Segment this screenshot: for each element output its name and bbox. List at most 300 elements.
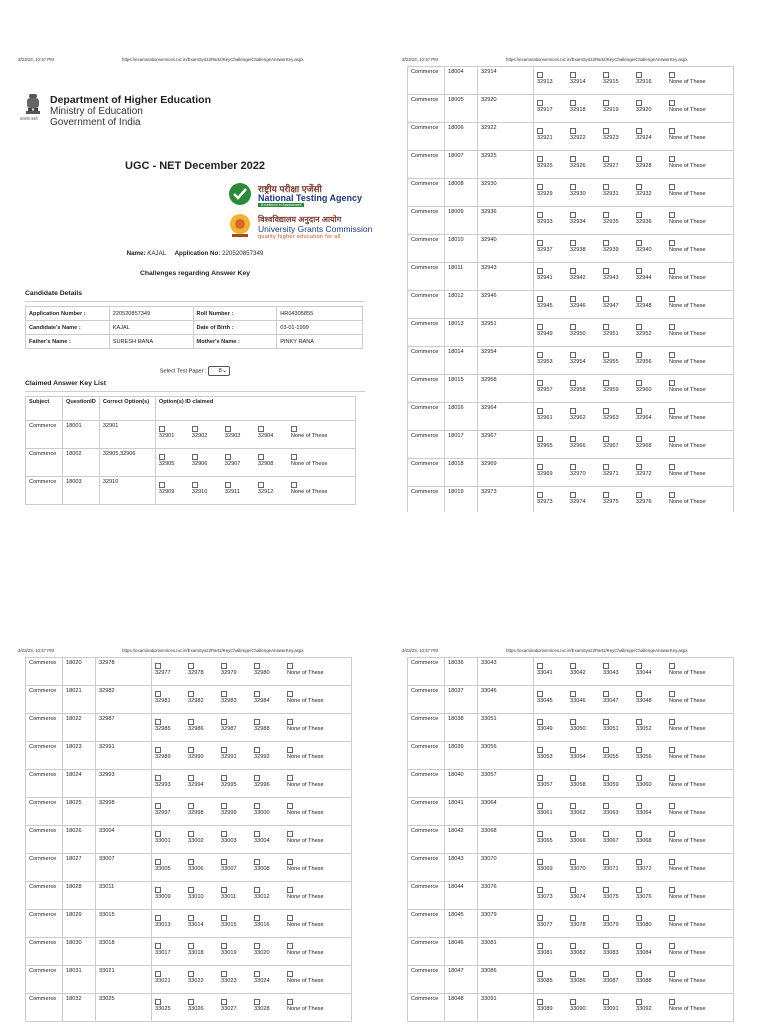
option-checkbox[interactable] [636, 352, 642, 358]
option-checkbox[interactable] [221, 971, 227, 977]
option-checkbox[interactable] [159, 426, 165, 432]
none-of-these-checkbox[interactable] [287, 663, 293, 669]
option-choice [636, 996, 669, 1012]
option-checkbox[interactable] [570, 971, 576, 977]
option-checkbox[interactable] [636, 380, 642, 386]
option-checkbox[interactable] [570, 943, 576, 949]
option-choice [570, 660, 603, 676]
option-checkbox[interactable] [603, 971, 609, 977]
option-checkbox[interactable] [603, 184, 609, 190]
option-checkbox[interactable] [636, 212, 642, 218]
option-checkbox[interactable] [636, 436, 642, 442]
none-of-these-checkbox[interactable] [669, 296, 675, 302]
option-checkbox[interactable] [636, 72, 642, 78]
option-checkbox[interactable] [603, 72, 609, 78]
option-checkbox[interactable] [258, 454, 264, 460]
option-checkbox[interactable] [636, 268, 642, 274]
option-checkbox[interactable] [636, 408, 642, 414]
option-checkbox[interactable] [537, 464, 543, 470]
option-checkbox[interactable] [221, 831, 227, 837]
option-checkbox[interactable] [225, 482, 231, 488]
option-checkbox[interactable] [603, 887, 609, 893]
option-checkbox[interactable] [188, 747, 194, 753]
option-id-label: 32985 [155, 726, 171, 732]
option-checkbox[interactable] [570, 691, 576, 697]
option-checkbox[interactable] [188, 663, 194, 669]
option-checkbox[interactable] [570, 352, 576, 358]
option-checkbox[interactable] [603, 999, 609, 1005]
table-row [408, 487, 734, 515]
option-checkbox[interactable] [537, 72, 543, 78]
option-checkbox[interactable] [537, 268, 543, 274]
option-checkbox[interactable] [254, 859, 260, 865]
option-checkbox[interactable] [570, 100, 576, 106]
option-checkbox[interactable] [221, 943, 227, 949]
none-of-these-checkbox[interactable] [669, 352, 675, 358]
option-checkbox[interactable] [537, 240, 543, 246]
none-of-these-checkbox[interactable] [669, 464, 675, 470]
option-checkbox[interactable] [221, 719, 227, 725]
option-checkbox[interactable] [159, 454, 165, 460]
subject-cell: Commerce [408, 319, 445, 347]
option-checkbox[interactable] [570, 831, 576, 837]
table-row [408, 910, 734, 938]
option-checkbox[interactable] [225, 426, 231, 432]
option-checkbox[interactable] [603, 803, 609, 809]
option-checkbox[interactable] [258, 426, 264, 432]
option-checkbox[interactable] [254, 915, 260, 921]
none-of-these-checkbox[interactable] [669, 380, 675, 386]
option-checkbox[interactable] [192, 454, 198, 460]
subject-cell: Commerce [408, 123, 445, 151]
option-checkbox[interactable] [188, 803, 194, 809]
option-checkbox[interactable] [159, 482, 165, 488]
none-of-these-checkbox[interactable] [287, 831, 293, 837]
option-choice [221, 856, 254, 872]
option-checkbox[interactable] [188, 719, 194, 725]
option-checkbox[interactable] [537, 887, 543, 893]
option-choice-none [669, 265, 729, 281]
options-claimed-cell [534, 854, 734, 882]
option-checkbox[interactable] [537, 296, 543, 302]
none-of-these-label: None of These [669, 810, 706, 816]
none-of-these-checkbox[interactable] [291, 482, 297, 488]
none-of-these-checkbox[interactable] [669, 184, 675, 190]
option-id-label: 32948 [636, 303, 652, 309]
option-checkbox[interactable] [603, 352, 609, 358]
option-checkbox[interactable] [603, 915, 609, 921]
option-checkbox[interactable] [636, 663, 642, 669]
none-of-these-checkbox[interactable] [291, 454, 297, 460]
option-checkbox[interactable] [155, 803, 161, 809]
none-of-these-checkbox[interactable] [669, 943, 675, 949]
option-checkbox[interactable] [537, 775, 543, 781]
option-checkbox[interactable] [570, 240, 576, 246]
option-checkbox[interactable] [155, 859, 161, 865]
option-checkbox[interactable] [570, 492, 576, 498]
option-choice [636, 772, 669, 788]
option-checkbox[interactable] [570, 128, 576, 134]
field-value: 220520857349 [109, 307, 193, 321]
option-checkbox[interactable] [188, 971, 194, 977]
option-checkbox[interactable] [636, 747, 642, 753]
option-id-label: 32967 [603, 443, 619, 449]
option-checkbox[interactable] [636, 775, 642, 781]
option-checkbox[interactable] [603, 859, 609, 865]
none-of-these-checkbox[interactable] [669, 492, 675, 498]
table-row [26, 742, 352, 770]
option-checkbox[interactable] [603, 240, 609, 246]
option-checkbox[interactable] [636, 999, 642, 1005]
option-checkbox[interactable] [254, 999, 260, 1005]
none-of-these-checkbox[interactable] [669, 691, 675, 697]
option-checkbox[interactable] [636, 184, 642, 190]
option-checkbox[interactable] [537, 492, 543, 498]
none-of-these-checkbox[interactable] [669, 803, 675, 809]
table-row [408, 403, 734, 431]
table-row [26, 477, 356, 505]
option-checkbox[interactable] [155, 691, 161, 697]
option-checkbox[interactable] [570, 296, 576, 302]
none-of-these-checkbox[interactable] [669, 268, 675, 274]
option-id-label: 33006 [188, 866, 204, 872]
option-checkbox[interactable] [570, 212, 576, 218]
option-checkbox[interactable] [537, 747, 543, 753]
option-checkbox[interactable] [570, 663, 576, 669]
option-checkbox[interactable] [225, 454, 231, 460]
option-checkbox[interactable] [155, 719, 161, 725]
option-checkbox[interactable] [603, 747, 609, 753]
option-checkbox[interactable] [254, 663, 260, 669]
option-checkbox[interactable] [254, 831, 260, 837]
print-page-2 [390, 0, 768, 512]
option-checkbox[interactable] [570, 380, 576, 386]
option-checkbox[interactable] [636, 691, 642, 697]
option-checkbox[interactable] [636, 324, 642, 330]
option-checkbox[interactable] [603, 691, 609, 697]
option-checkbox[interactable] [221, 747, 227, 753]
option-checkbox[interactable] [603, 719, 609, 725]
option-checkbox[interactable] [570, 887, 576, 893]
option-checkbox[interactable] [221, 915, 227, 921]
option-checkbox[interactable] [155, 663, 161, 669]
option-checkbox[interactable] [636, 803, 642, 809]
field-value: PINKY RANA [277, 335, 363, 349]
option-checkbox[interactable] [603, 831, 609, 837]
correct-option-cell: 32930 [478, 179, 534, 207]
option-checkbox[interactable] [155, 831, 161, 837]
none-of-these-label: None of These [287, 838, 324, 844]
option-checkbox[interactable] [192, 482, 198, 488]
none-of-these-checkbox[interactable] [669, 859, 675, 865]
option-checkbox[interactable] [155, 943, 161, 949]
option-checkbox[interactable] [636, 464, 642, 470]
option-id-label: 33003 [221, 838, 237, 844]
option-checkbox[interactable] [221, 691, 227, 697]
none-of-these-checkbox[interactable] [669, 324, 675, 330]
option-checkbox[interactable] [570, 803, 576, 809]
option-checkbox[interactable] [537, 212, 543, 218]
correct-option-cell: 32951 [478, 319, 534, 347]
option-checkbox[interactable] [537, 380, 543, 386]
option-checkbox[interactable] [636, 100, 642, 106]
none-of-these-checkbox[interactable] [287, 999, 293, 1005]
option-checkbox[interactable] [537, 719, 543, 725]
option-checkbox[interactable] [570, 408, 576, 414]
options-claimed-cell [534, 67, 734, 95]
option-choice [537, 237, 570, 253]
none-of-these-checkbox[interactable] [669, 663, 675, 669]
none-of-these-checkbox[interactable] [287, 943, 293, 949]
subject-cell: Commerce [408, 714, 445, 742]
option-checkbox[interactable] [570, 464, 576, 470]
option-checkbox[interactable] [603, 380, 609, 386]
option-checkbox[interactable] [603, 296, 609, 302]
option-checkbox[interactable] [570, 156, 576, 162]
option-choice [221, 800, 254, 816]
option-checkbox[interactable] [636, 719, 642, 725]
option-checkbox[interactable] [636, 859, 642, 865]
option-checkbox[interactable] [221, 663, 227, 669]
options-claimed-cell [152, 966, 352, 994]
application-no-value: 220520857349 [222, 250, 264, 257]
option-checkbox[interactable] [155, 971, 161, 977]
none-of-these-checkbox[interactable] [287, 719, 293, 725]
option-checkbox[interactable] [537, 352, 543, 358]
none-of-these-checkbox[interactable] [669, 156, 675, 162]
option-choice [570, 209, 603, 225]
option-choice [537, 772, 570, 788]
option-checkbox[interactable] [188, 887, 194, 893]
option-checkbox[interactable] [636, 887, 642, 893]
option-checkbox[interactable] [603, 324, 609, 330]
option-checkbox[interactable] [188, 915, 194, 921]
option-checkbox[interactable] [603, 268, 609, 274]
option-checkbox[interactable] [636, 831, 642, 837]
option-checkbox[interactable] [570, 324, 576, 330]
option-id-label: 32949 [537, 331, 553, 337]
question-id-cell: 18048 [445, 994, 478, 1022]
option-choice [221, 996, 254, 1012]
option-checkbox[interactable] [537, 128, 543, 134]
option-id-label: 33048 [636, 698, 652, 704]
option-checkbox[interactable] [570, 915, 576, 921]
option-checkbox[interactable] [603, 663, 609, 669]
option-checkbox[interactable] [537, 915, 543, 921]
option-checkbox[interactable] [537, 663, 543, 669]
none-of-these-checkbox[interactable] [669, 831, 675, 837]
option-id-label: 32926 [570, 163, 586, 169]
option-choice-none [669, 321, 729, 337]
option-checkbox[interactable] [155, 747, 161, 753]
none-of-these-checkbox[interactable] [669, 971, 675, 977]
option-checkbox[interactable] [188, 831, 194, 837]
option-checkbox[interactable] [254, 747, 260, 753]
option-checkbox[interactable] [570, 775, 576, 781]
none-of-these-label: None of These [287, 782, 324, 788]
option-checkbox[interactable] [603, 943, 609, 949]
option-choice [159, 423, 192, 439]
option-choice [537, 265, 570, 281]
option-checkbox[interactable] [155, 915, 161, 921]
option-checkbox[interactable] [221, 775, 227, 781]
none-of-these-checkbox[interactable] [287, 915, 293, 921]
option-checkbox[interactable] [537, 184, 543, 190]
option-checkbox[interactable] [603, 156, 609, 162]
option-checkbox[interactable] [570, 184, 576, 190]
option-checkbox[interactable] [537, 971, 543, 977]
none-of-these-checkbox[interactable] [669, 72, 675, 78]
none-of-these-checkbox[interactable] [669, 887, 675, 893]
none-of-these-checkbox[interactable] [291, 426, 297, 432]
option-choice [570, 181, 603, 197]
none-of-these-checkbox[interactable] [287, 747, 293, 753]
option-checkbox[interactable] [221, 803, 227, 809]
option-checkbox[interactable] [537, 156, 543, 162]
none-of-these-checkbox[interactable] [669, 408, 675, 414]
option-checkbox[interactable] [603, 212, 609, 218]
none-of-these-checkbox[interactable] [287, 803, 293, 809]
options-claimed-cell [534, 319, 734, 347]
option-checkbox[interactable] [570, 268, 576, 274]
option-checkbox[interactable] [537, 324, 543, 330]
option-choice [636, 237, 669, 253]
none-of-these-checkbox[interactable] [669, 212, 675, 218]
option-checkbox[interactable] [254, 719, 260, 725]
option-checkbox[interactable] [570, 72, 576, 78]
option-checkbox[interactable] [188, 999, 194, 1005]
option-checkbox[interactable] [188, 859, 194, 865]
option-checkbox[interactable] [221, 859, 227, 865]
option-checkbox[interactable] [155, 887, 161, 893]
option-checkbox[interactable] [570, 719, 576, 725]
none-of-these-checkbox[interactable] [669, 240, 675, 246]
options-claimed-cell [152, 882, 352, 910]
option-checkbox[interactable] [537, 859, 543, 865]
print-header [18, 57, 372, 65]
option-choice [603, 237, 636, 253]
option-checkbox[interactable] [254, 691, 260, 697]
option-checkbox[interactable] [636, 943, 642, 949]
option-checkbox[interactable] [188, 775, 194, 781]
option-checkbox[interactable] [636, 156, 642, 162]
option-checkbox[interactable] [537, 831, 543, 837]
option-checkbox[interactable] [188, 691, 194, 697]
option-checkbox[interactable] [603, 436, 609, 442]
option-checkbox[interactable] [636, 492, 642, 498]
none-of-these-checkbox[interactable] [669, 719, 675, 725]
none-of-these-checkbox[interactable] [669, 436, 675, 442]
correct-option-cell: 33068 [478, 826, 534, 854]
option-checkbox[interactable] [636, 971, 642, 977]
none-of-these-checkbox[interactable] [287, 971, 293, 977]
option-checkbox[interactable] [188, 943, 194, 949]
none-of-these-label: None of These [290, 433, 328, 439]
none-of-these-checkbox[interactable] [669, 999, 675, 1005]
option-checkbox[interactable] [603, 100, 609, 106]
subject-cell: Commerce [408, 95, 445, 123]
option-checkbox[interactable] [636, 915, 642, 921]
option-checkbox[interactable] [537, 436, 543, 442]
question-id-cell: 18006 [445, 123, 478, 151]
option-checkbox[interactable] [603, 464, 609, 470]
none-of-these-label: None of These [669, 415, 706, 421]
option-checkbox[interactable] [603, 775, 609, 781]
option-checkbox[interactable] [570, 436, 576, 442]
option-checkbox[interactable] [603, 408, 609, 414]
option-checkbox[interactable] [254, 943, 260, 949]
none-of-these-checkbox[interactable] [287, 859, 293, 865]
option-checkbox[interactable] [636, 128, 642, 134]
question-id-cell: 18020 [63, 658, 96, 686]
question-id-cell: 18045 [445, 910, 478, 938]
option-choice [570, 153, 603, 169]
option-choice [636, 461, 669, 477]
option-checkbox[interactable] [258, 482, 264, 488]
option-checkbox[interactable] [155, 775, 161, 781]
option-checkbox[interactable] [254, 775, 260, 781]
option-checkbox[interactable] [636, 296, 642, 302]
table-row [408, 826, 734, 854]
print-page-4 [390, 512, 768, 1024]
test-paper-select[interactable] [208, 366, 230, 376]
candidate-row [26, 321, 363, 335]
option-checkbox[interactable] [221, 887, 227, 893]
option-id-label: 32996 [254, 782, 270, 788]
none-of-these-checkbox[interactable] [669, 915, 675, 921]
options-claimed-cell [534, 882, 734, 910]
option-checkbox[interactable] [254, 971, 260, 977]
option-choice-none [669, 461, 729, 477]
option-checkbox[interactable] [570, 999, 576, 1005]
none-of-these-checkbox[interactable] [287, 691, 293, 697]
subject-cell: Commerce [26, 854, 63, 882]
option-checkbox[interactable] [636, 240, 642, 246]
none-of-these-checkbox[interactable] [669, 775, 675, 781]
option-checkbox[interactable] [537, 100, 543, 106]
option-checkbox[interactable] [537, 999, 543, 1005]
none-of-these-checkbox[interactable] [287, 775, 293, 781]
none-of-these-checkbox[interactable] [669, 747, 675, 753]
none-of-these-checkbox[interactable] [669, 128, 675, 134]
option-checkbox[interactable] [570, 747, 576, 753]
option-checkbox[interactable] [254, 803, 260, 809]
option-checkbox[interactable] [155, 999, 161, 1005]
option-choice [188, 996, 221, 1012]
option-checkbox[interactable] [537, 691, 543, 697]
option-choice [155, 828, 188, 844]
option-checkbox[interactable] [603, 128, 609, 134]
option-checkbox[interactable] [221, 999, 227, 1005]
option-choice [188, 884, 221, 900]
option-checkbox[interactable] [537, 803, 543, 809]
option-checkbox[interactable] [570, 859, 576, 865]
option-choice [155, 716, 188, 732]
option-choice [537, 153, 570, 169]
correct-option-cell: 33064 [478, 798, 534, 826]
option-checkbox[interactable] [603, 492, 609, 498]
none-of-these-checkbox[interactable] [669, 100, 675, 106]
option-choice-none [287, 856, 347, 872]
option-choice [603, 688, 636, 704]
option-checkbox[interactable] [537, 408, 543, 414]
print-header [18, 648, 372, 656]
correct-option-cell: 32991 [96, 742, 152, 770]
option-checkbox[interactable] [537, 943, 543, 949]
option-checkbox[interactable] [254, 887, 260, 893]
option-checkbox[interactable] [192, 426, 198, 432]
none-of-these-checkbox[interactable] [287, 887, 293, 893]
